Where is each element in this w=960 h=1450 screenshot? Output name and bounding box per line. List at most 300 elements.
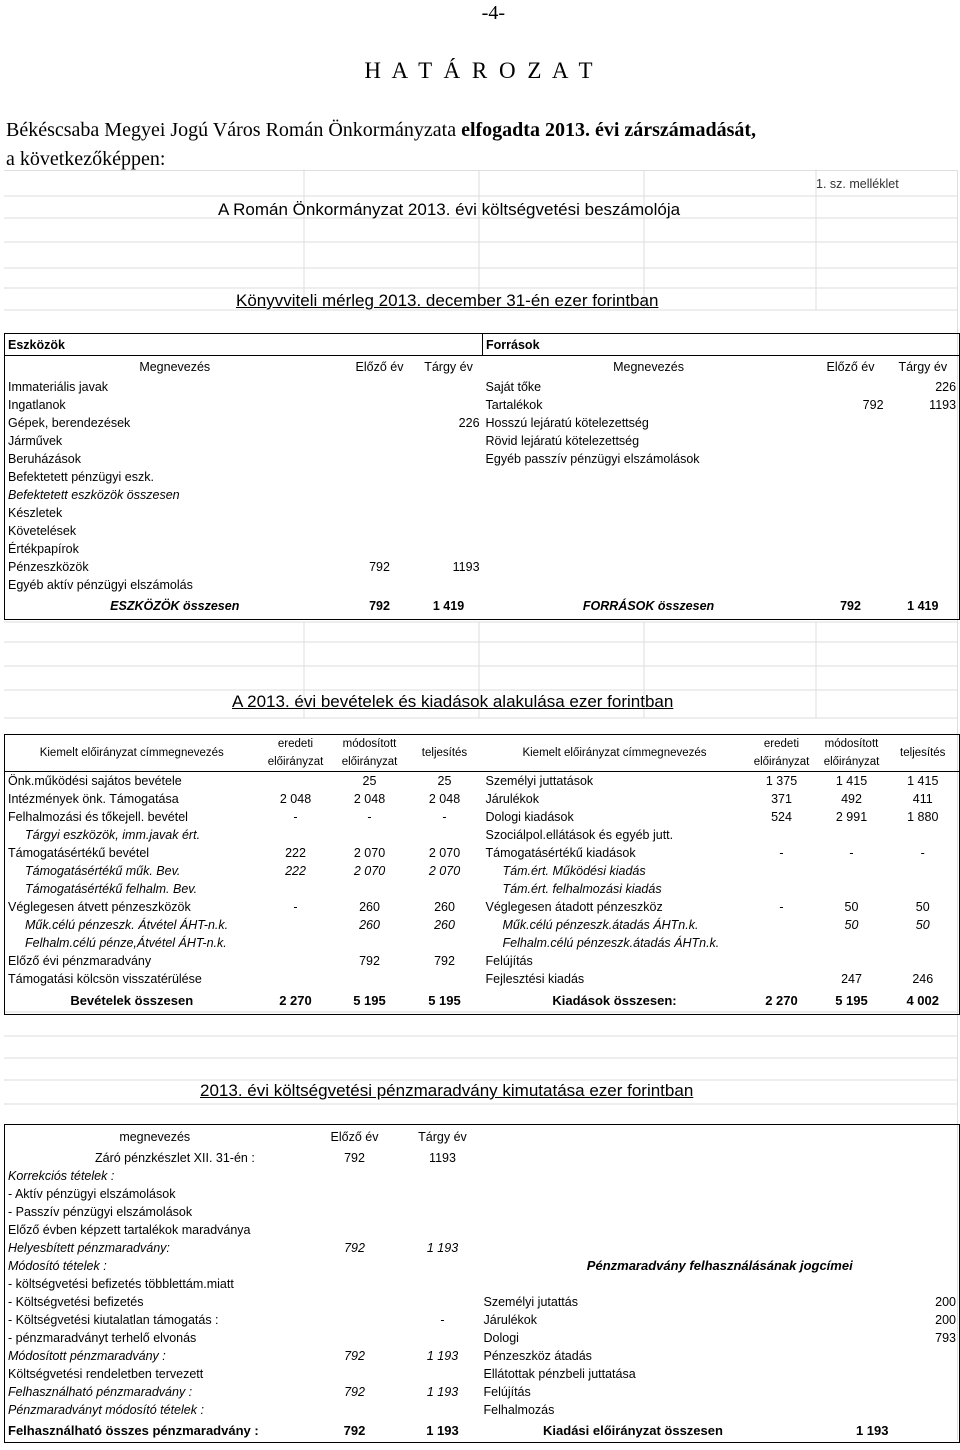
asset-prev-year <box>345 378 415 396</box>
usage-amount: 200 <box>935 1312 956 1327</box>
balance-row <box>5 486 960 504</box>
revenue-header: teljesítés <box>887 735 960 772</box>
asset-name: Készletek <box>8 505 63 520</box>
source-name <box>483 540 815 558</box>
residual-title: 2013. évi költségvetési pénzmaradvány kimutatása ezer forintban <box>200 1081 694 1100</box>
revenue-original <box>259 880 333 898</box>
revenue-row <box>5 862 960 880</box>
residual-item-name: Módosító tételek : <box>8 1258 107 1273</box>
source-name: Rövid lejáratú kötelezettség <box>485 433 640 448</box>
residual-prev-year <box>305 1221 405 1239</box>
asset-name: Értékpapírok <box>8 541 79 556</box>
expense-total-label: Kiadások összesen: <box>552 993 677 1009</box>
source-name <box>483 504 815 522</box>
revenue-completed <box>407 826 483 844</box>
assets-label: Eszközök <box>5 334 483 356</box>
asset-prev-year <box>345 468 415 486</box>
residual-item-name: - Passzív pénzügyi elszámolások <box>8 1204 193 1219</box>
revenue-completed: 792 <box>434 954 455 968</box>
asset-name: Egyéb aktív pénzügyi elszámolás <box>8 577 193 592</box>
residual-prev-year: 792 <box>344 1240 365 1255</box>
revenue-modified <box>333 934 407 952</box>
sources-label: Források <box>483 334 960 356</box>
residual-row <box>5 1293 960 1311</box>
source-current-year <box>887 540 960 558</box>
source-name: Tartalékok <box>485 397 543 412</box>
revenue-header: eredeti előirányzat <box>747 735 817 772</box>
expense-total-done: 4 002 <box>906 993 940 1009</box>
assets-total-label: ESZKÖZÖK összesen <box>110 599 240 614</box>
residual-row <box>5 1149 960 1167</box>
usage-amount <box>786 1149 960 1167</box>
residual-item-name: Korrekciós tételek : <box>8 1168 115 1183</box>
report-title: A Román Önkormányzat 2013. évi költségvetési beszámolója <box>218 200 681 219</box>
revenue-modified <box>333 826 407 844</box>
source-prev-year <box>815 576 887 594</box>
expense-original: - <box>779 900 784 914</box>
source-prev-year <box>815 414 887 432</box>
balance-row <box>5 432 960 450</box>
usage-item-name <box>481 1185 786 1203</box>
residual-row <box>5 1347 960 1365</box>
asset-current-year <box>415 540 483 558</box>
source-current-year <box>887 558 960 576</box>
residual-total-label: Felhasználható összes pénzmaradvány : <box>8 1422 259 1438</box>
balance-header: Tárgy év <box>898 359 948 374</box>
asset-name: Befektetett eszközök összesen <box>8 487 180 502</box>
asset-prev-year <box>345 450 415 468</box>
revenue-modified: - <box>367 810 372 824</box>
usage-item-name: Felhalmozás <box>483 1402 555 1417</box>
residual-row <box>5 1401 960 1419</box>
residual-row <box>5 1329 960 1347</box>
usage-item-name: Felújítás <box>483 1384 531 1399</box>
revenue-row <box>5 826 960 844</box>
asset-prev-year: 792 <box>369 559 390 574</box>
asset-current-year <box>415 432 483 450</box>
expense-item-name: Dologi kiadások <box>485 810 574 824</box>
revenue-rows <box>5 772 960 989</box>
revenue-modified: 260 <box>359 900 380 914</box>
expense-item-name: Tám.ért. Működési kiadás <box>502 864 646 878</box>
expense-original <box>747 862 817 880</box>
residual-row <box>5 1365 960 1383</box>
balance-sheet <box>4 333 959 620</box>
source-prev-year <box>815 432 887 450</box>
source-name: Egyéb passzív pénzügyi elszámolások <box>485 451 700 466</box>
residual-current-year <box>405 1365 481 1383</box>
revenue-original <box>259 772 333 791</box>
revenue-row <box>5 844 960 862</box>
residual-current-year <box>405 1185 481 1203</box>
expense-item-name: Tám.ért. felhalmozási kiadás <box>502 882 662 896</box>
revenue-header-row <box>5 735 960 772</box>
balance-row <box>5 396 960 414</box>
residual-current-year <box>405 1167 481 1185</box>
revenue-item-name: Támogatásértékű műk. Bev. <box>25 864 181 878</box>
expense-completed <box>887 880 960 898</box>
residual-prev-year <box>305 1167 405 1185</box>
residual-current-year <box>405 1401 481 1419</box>
revenue-row <box>5 952 960 970</box>
revenue-header: módosított előirányzat <box>333 735 407 772</box>
expense-original <box>747 880 817 898</box>
expense-modified <box>817 952 887 970</box>
sources-total-curr: 1 419 <box>907 599 939 614</box>
asset-prev-year <box>345 432 415 450</box>
expense-completed: 1 415 <box>907 774 939 788</box>
revenue-modified <box>333 970 407 988</box>
asset-current-year <box>415 378 483 396</box>
asset-prev-year <box>345 522 415 540</box>
balance-row <box>5 558 960 576</box>
residual-header: megnevezés <box>119 1129 191 1144</box>
residual-current-year: 1 193 <box>426 1240 459 1255</box>
expense-modified: 1 415 <box>835 774 868 788</box>
expense-completed <box>887 934 960 952</box>
expense-item-name: Szociálpol.ellátások és egyéb jutt. <box>485 828 674 842</box>
source-current-year <box>887 522 960 540</box>
expense-item-name: Műk.célú pénzeszk.átadás ÁHTn.k. <box>502 918 699 932</box>
residual-prev-year: 792 <box>344 1150 365 1165</box>
balance-header: Megnevezés <box>139 359 211 374</box>
asset-current-year <box>415 396 483 414</box>
residual-row <box>5 1221 960 1239</box>
usage-item-name <box>481 1167 786 1185</box>
source-current-year <box>887 468 960 486</box>
revenue-row <box>5 898 960 916</box>
revenue-total-done: 5 195 <box>428 993 461 1009</box>
revenue-modified: 2 048 <box>353 792 386 806</box>
revenue-total-label: Bevételek összesen <box>70 993 194 1009</box>
usage-amount <box>786 1383 960 1401</box>
source-current-year <box>887 414 960 432</box>
source-prev-year <box>815 486 887 504</box>
expense-item-name: Felújítás <box>485 954 533 968</box>
revenue-completed: 260 <box>434 900 455 914</box>
residual-item-name: - költségvetési befizetés többlettám.miatt <box>8 1276 234 1291</box>
revenue-item-name: Felhalmozási és tőkejell. bevétel <box>8 810 188 824</box>
expense-completed: 246 <box>912 972 934 986</box>
intro-line1-bold: elfogadta 2013. évi zárszámadását, <box>461 119 757 141</box>
revenue-row <box>5 772 960 791</box>
expense-completed: 50 <box>915 918 930 932</box>
asset-name: Követelések <box>8 523 77 538</box>
source-prev-year <box>815 522 887 540</box>
residual-item-name: Záró pénzkészlet XII. 31-én : <box>95 1150 255 1165</box>
residual-row <box>5 1239 960 1257</box>
revenue-row <box>5 934 960 952</box>
expense-modified <box>817 880 887 898</box>
revenue-original: - <box>293 900 298 914</box>
balance-row <box>5 414 960 432</box>
residual-row <box>5 1257 960 1275</box>
usage-amount <box>786 1347 960 1365</box>
revenue-original: 222 <box>285 864 306 878</box>
asset-current-year <box>415 468 483 486</box>
usage-item-name <box>481 1203 786 1221</box>
revenue-completed <box>407 934 483 952</box>
usage-amount <box>786 1221 960 1239</box>
residual-current-year <box>405 1329 481 1347</box>
asset-name: Ingatlanok <box>8 397 66 412</box>
source-name <box>483 522 815 540</box>
revenue-completed <box>407 880 483 898</box>
source-name <box>483 486 815 504</box>
expense-item-name: Véglegesen átadott pénzeszköz <box>485 900 663 914</box>
asset-name: Beruházások <box>8 451 81 466</box>
asset-prev-year <box>345 396 415 414</box>
residual-header-blank <box>481 1125 786 1149</box>
resolution-heading: H A T Á R O Z A T <box>364 58 596 83</box>
expense-modified: 492 <box>841 792 862 806</box>
source-current-year <box>887 450 960 468</box>
residual-prev-year <box>305 1401 405 1419</box>
asset-prev-year <box>345 414 415 432</box>
expense-completed <box>887 826 960 844</box>
revenue-item-name: Felhalm.célú pénze,Átvétel ÁHT-n.k. <box>25 936 227 950</box>
source-prev-year <box>815 450 887 468</box>
revenue-completed: 2 070 <box>428 864 461 878</box>
revenue-row <box>5 970 960 988</box>
balance-header: Előző év <box>355 359 404 374</box>
residual-sheet <box>4 1124 959 1443</box>
usage-amount <box>786 1275 960 1293</box>
source-name: Saját tőke <box>485 379 542 394</box>
revenue-header: eredeti előirányzat <box>259 735 333 772</box>
balance-row <box>5 378 960 396</box>
asset-current-year: 1193 <box>452 559 480 574</box>
balance-row <box>5 450 960 468</box>
expense-modified: 50 <box>844 900 859 914</box>
residual-current-year <box>405 1203 481 1221</box>
residual-prev-year <box>305 1257 405 1275</box>
revenue-item-name: Támogatásértékű felhalm. Bev. <box>25 882 198 896</box>
residual-current-year <box>405 1275 481 1293</box>
revenue-sheet <box>4 734 959 1015</box>
intro-text <box>6 116 946 174</box>
source-name <box>483 558 815 576</box>
revenue-table <box>4 734 960 1015</box>
revenue-modified: 25 <box>362 774 377 788</box>
residual-item-name: Költségvetési rendeletben tervezett <box>8 1366 204 1381</box>
revenue-original: 2 048 <box>279 792 312 806</box>
asset-name: Befektetett pénzügyi eszk. <box>8 469 154 484</box>
asset-prev-year <box>345 576 415 594</box>
residual-item-name: - Költségvetési kiutalatlan támogatás : <box>8 1312 219 1327</box>
usage-amount <box>786 1185 960 1203</box>
residual-row <box>5 1167 960 1185</box>
intro-line1: Békéscsaba Megyei Jogú Város Román Önkormányzata <box>6 119 462 141</box>
revenue-completed: - <box>442 810 447 824</box>
revenue-item-name: Támogatási kölcsön visszatérülése <box>8 972 202 986</box>
asset-current-year <box>415 576 483 594</box>
balance-header: Előző év <box>826 359 875 374</box>
asset-current-year <box>415 486 483 504</box>
usage-item-name: Járulékok <box>483 1312 537 1327</box>
residual-current-year <box>405 1293 481 1311</box>
expense-modified <box>817 862 887 880</box>
expense-original <box>747 826 817 844</box>
revenue-header: teljesítés <box>407 735 483 772</box>
residual-header: Tárgy év <box>418 1129 467 1144</box>
usage-item-name <box>481 1275 786 1293</box>
balance-row <box>5 576 960 594</box>
residual-row <box>5 1185 960 1203</box>
residual-item-name: Pénzmaradványt módosító tételek : <box>8 1402 204 1417</box>
source-prev-year <box>815 468 887 486</box>
balance-rows <box>5 378 960 594</box>
usage-amount <box>786 1203 960 1221</box>
revenue-completed: 25 <box>437 774 452 788</box>
asset-current-year <box>415 504 483 522</box>
balance-header: Tárgy év <box>424 359 473 374</box>
balance-row <box>5 540 960 558</box>
revenue-item-name: Intézmények önk. Támogatása <box>8 792 179 806</box>
residual-prev-year: 792 <box>344 1348 365 1363</box>
assets-total-curr: 1 419 <box>432 599 465 614</box>
expense-original: 371 <box>771 792 792 806</box>
residual-item-name: - pénzmaradványt terhelő elvonás <box>8 1330 197 1345</box>
residual-prev-year <box>305 1329 405 1347</box>
residual-table <box>4 1124 960 1443</box>
expense-completed: - <box>920 846 925 860</box>
expense-modified: 50 <box>844 918 859 932</box>
source-prev-year: 792 <box>862 397 884 412</box>
expense-item-name: Felhalm.célú pénzeszk.átadás ÁHTn.k. <box>502 936 720 950</box>
residual-row <box>5 1383 960 1401</box>
sources-total-prev: 792 <box>840 599 861 614</box>
balance-row <box>5 468 960 486</box>
sources-total-label: FORRÁSOK összesen <box>582 599 715 614</box>
residual-prev-year: 792 <box>344 1384 365 1399</box>
balance-table <box>4 333 960 620</box>
usage-item-name: Személyi jutattás <box>483 1294 578 1309</box>
revenue-row <box>5 790 960 808</box>
usage-amount <box>786 1167 960 1185</box>
expense-total-orig: 2 270 <box>765 993 798 1009</box>
usage-item-name: Pénzmaradvány felhasználásának jogcímei <box>586 1258 853 1273</box>
source-current-year: 226 <box>935 379 957 394</box>
expense-completed <box>887 952 960 970</box>
expense-original <box>747 916 817 934</box>
usage-amount <box>786 1239 960 1257</box>
expense-modified <box>817 826 887 844</box>
balance-row <box>5 504 960 522</box>
usage-amount: 793 <box>935 1330 956 1345</box>
revenue-total-mod: 5 195 <box>353 993 386 1009</box>
usage-item-name: Dologi <box>483 1330 519 1345</box>
expense-original: 524 <box>771 810 792 824</box>
residual-header-blank <box>786 1125 960 1149</box>
intro-line2: a következőképpen: <box>6 148 166 170</box>
usage-amount <box>786 1401 960 1419</box>
usage-item-name: Pénzeszköz átadás <box>483 1348 592 1363</box>
revenue-completed <box>407 970 483 988</box>
residual-item-name: - Aktív pénzügyi elszámolások <box>8 1186 176 1201</box>
expense-completed <box>887 862 960 880</box>
usage-item-name <box>481 1221 786 1239</box>
expense-modified <box>817 934 887 952</box>
source-current-year <box>887 504 960 522</box>
residual-header-row <box>5 1125 960 1149</box>
expense-original: 1 375 <box>765 774 798 788</box>
expense-item-name: Támogatásértékű kiadások <box>485 846 636 860</box>
residual-item-name: Módosított pénzmaradvány : <box>8 1348 166 1363</box>
residual-current-year: 1 193 <box>426 1348 459 1363</box>
revenue-row <box>5 808 960 826</box>
revenue-completed: 260 <box>434 918 455 932</box>
expense-original <box>747 934 817 952</box>
residual-prev-year <box>305 1293 405 1311</box>
assets-total-prev: 792 <box>369 599 390 614</box>
source-name <box>483 468 815 486</box>
asset-name: Pénzeszközök <box>8 559 89 574</box>
revenue-completed: 2 070 <box>428 846 461 860</box>
residual-total-row <box>5 1419 960 1443</box>
expense-original <box>747 970 817 988</box>
revenue-original: 222 <box>285 846 306 860</box>
residual-item-name: - Költségvetési befizetés <box>8 1294 144 1309</box>
source-prev-year <box>815 540 887 558</box>
revenue-item-name: Előző évi pénzmaradvány <box>8 954 152 968</box>
revenue-completed: 2 048 <box>428 792 461 806</box>
usage-item-name: Ellátottak pénzbeli juttatása <box>483 1366 636 1381</box>
revenue-modified: 792 <box>359 954 380 968</box>
source-current-year: 1193 <box>929 397 957 412</box>
expense-appropriation-value: 1 193 <box>855 1422 889 1438</box>
source-prev-year <box>815 378 887 396</box>
revenue-original: - <box>293 810 298 824</box>
asset-current-year: 226 <box>458 415 480 430</box>
revenue-original <box>259 952 333 970</box>
residual-item-name: Helyesbített pénzmaradvány: <box>8 1240 170 1255</box>
expense-modified: - <box>849 846 854 860</box>
residual-row <box>5 1311 960 1329</box>
balance-title: Könyvviteli mérleg 2013. december 31-én ezer forintban <box>236 291 659 310</box>
revenue-item-name: Önk.működési sajátos bevétele <box>8 774 182 788</box>
revenue-original <box>259 970 333 988</box>
usage-amount: 200 <box>935 1294 956 1309</box>
revenue-original <box>259 916 333 934</box>
source-name: Hosszú lejáratú kötelezettség <box>485 415 649 430</box>
page-number: -4- <box>481 2 505 24</box>
asset-prev-year <box>345 486 415 504</box>
expense-item-name: Fejlesztési kiadás <box>485 972 585 986</box>
residual-prev-year <box>305 1275 405 1293</box>
expense-item-name: Járulékok <box>485 792 539 806</box>
asset-prev-year <box>345 540 415 558</box>
residual-prev-year <box>305 1311 405 1329</box>
source-current-year <box>887 576 960 594</box>
source-current-year <box>887 432 960 450</box>
expense-modified: 247 <box>841 972 862 986</box>
revenue-header: Kiemelt előirányzat címmegnevezés <box>5 735 259 772</box>
expense-modified: 2 991 <box>835 810 868 824</box>
revenue-header: Kiemelt előirányzat címmegnevezés <box>483 735 747 772</box>
source-current-year <box>887 486 960 504</box>
residual-current-year <box>405 1221 481 1239</box>
residual-current-year: 1 193 <box>426 1384 459 1399</box>
source-name <box>483 576 815 594</box>
expense-completed: 1 880 <box>907 810 939 824</box>
expense-completed: 411 <box>912 792 933 806</box>
revenue-item-name: Támogatásértékű bevétel <box>8 846 150 860</box>
residual-prev-year <box>305 1365 405 1383</box>
usage-item-name <box>481 1239 786 1257</box>
expense-appropriation-label: Kiadási előirányzat összesen <box>543 1422 723 1438</box>
residual-prev-year <box>305 1203 405 1221</box>
